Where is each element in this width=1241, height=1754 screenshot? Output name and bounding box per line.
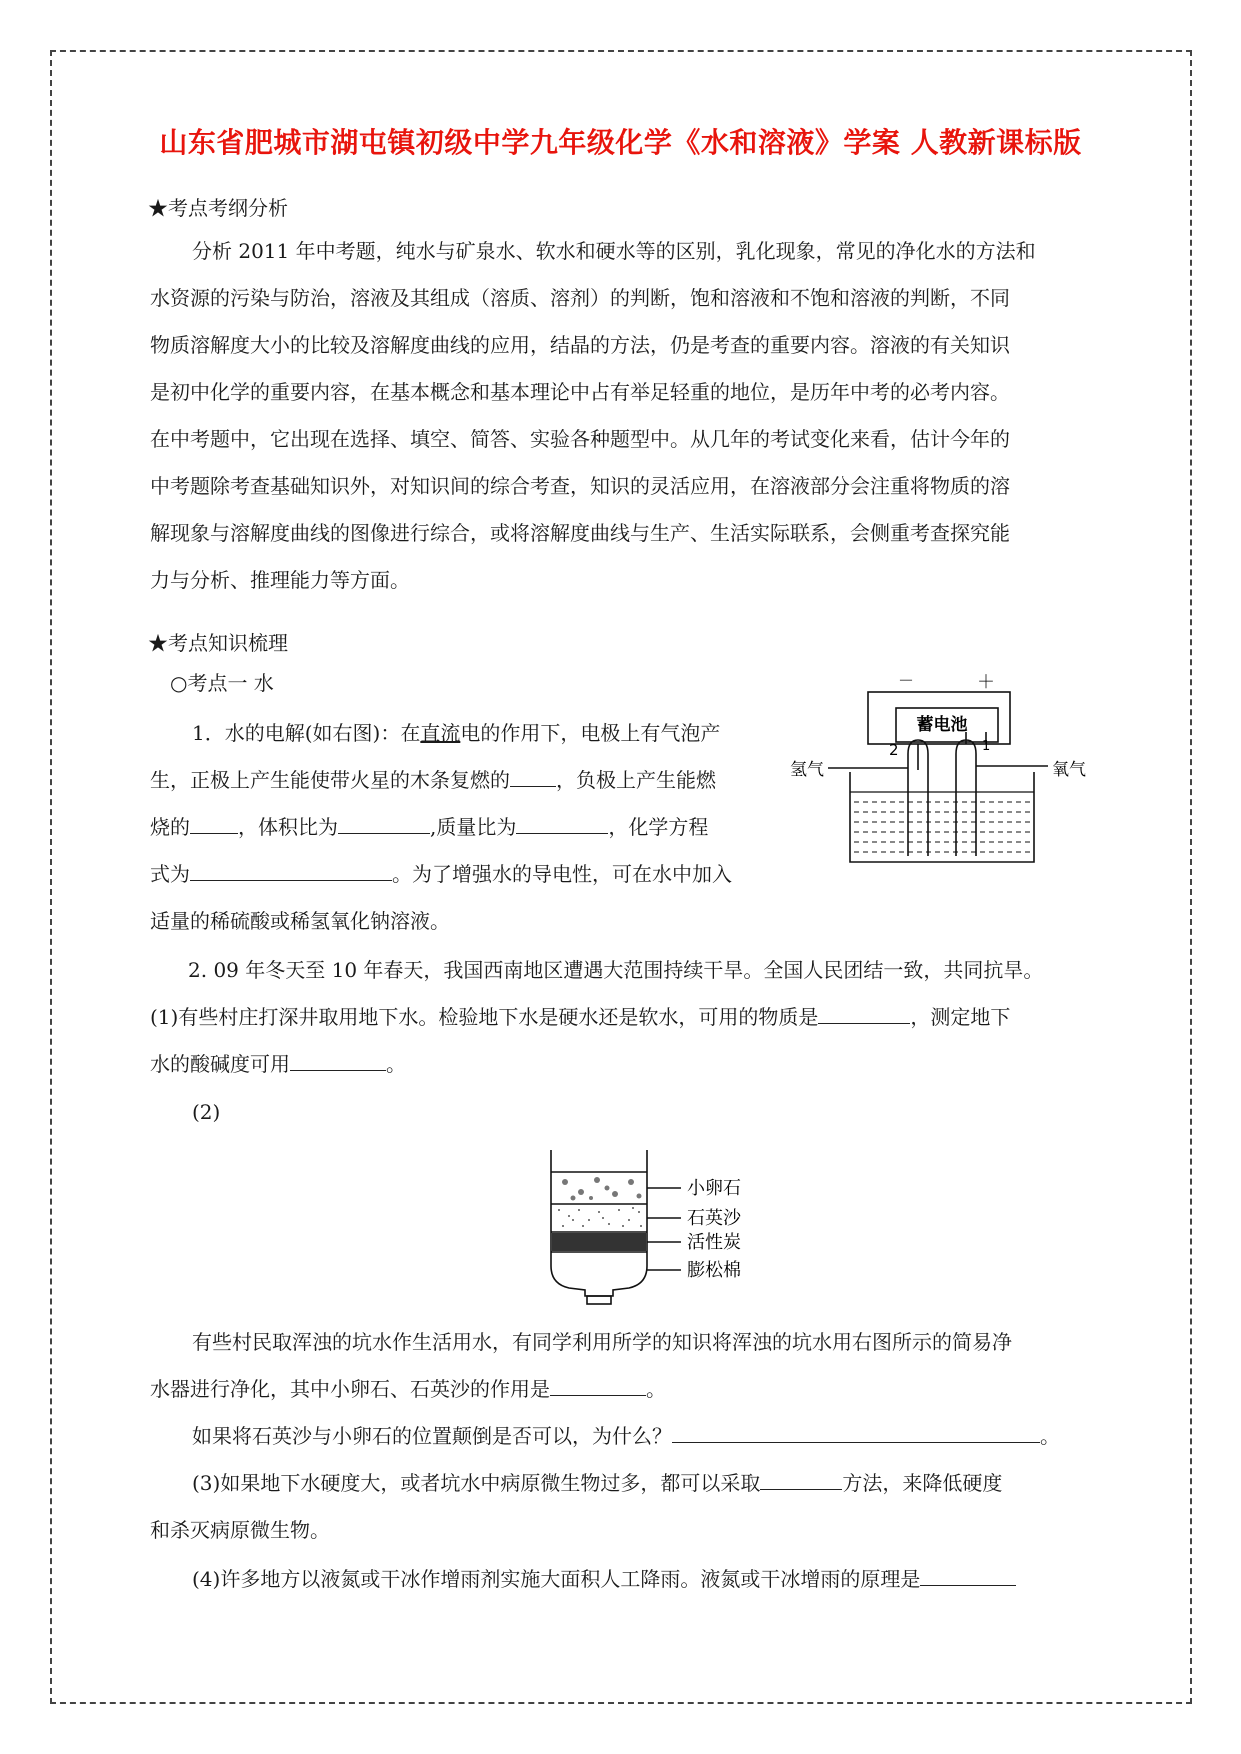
q2-part2-question: 水器进行净化，其中小卵石、石英沙的作用是 。 xyxy=(150,1377,666,1401)
filter-outlet xyxy=(587,1296,611,1304)
q2-part4: (4)许多地方以液氮或干冰作增雨剂实施大面积人工降雨。液氮或干冰增雨的原理是 xyxy=(192,1564,1016,1594)
answer-blank[interactable] xyxy=(510,766,556,787)
answer-blank[interactable] xyxy=(338,813,430,834)
answer-blank[interactable] xyxy=(516,813,608,834)
answer-blank[interactable] xyxy=(190,860,392,881)
carbon-layer xyxy=(552,1233,646,1251)
q1-line-4: 式为 。为了增强水的导电性，可在水中加入 xyxy=(150,862,732,886)
q1-line-3: 烧的 ，体积比为 ,质量比为 ，化学方程 xyxy=(150,815,709,839)
battery-label: 蓄电池 xyxy=(916,715,968,735)
answer-blank[interactable] xyxy=(550,1375,646,1396)
answer-blank[interactable] xyxy=(818,1003,910,1024)
document-title: 山东省肥城市湖屯镇初级中学九年级化学《水和溶液》学案 人教新课标版 xyxy=(159,126,1082,159)
pebble-label: 小卵石 xyxy=(687,1178,741,1199)
analysis-line: 中考题除考查基础知识外，对知识间的综合考查，知识的灵活应用，在溶液部分会注重将物质的溶 xyxy=(150,474,1010,498)
water-filter-diagram xyxy=(545,1150,745,1310)
section-heading-analysis: ★考点考纲分析 xyxy=(148,196,288,220)
sand-layer xyxy=(558,1207,642,1227)
q2-part2-text: 有些村民取浑浊的坑水作生活用水，有同学利用所学的知识将浑浊的坑水用右图所示的简易净 xyxy=(192,1330,1012,1354)
answer-blank[interactable] xyxy=(760,1469,842,1490)
pebble-layer xyxy=(562,1177,642,1201)
q2-part3-line1: (3)如果地下水硬度大，或者坑水中病原微生物过多，都可以采取 方法，来降低硬度 xyxy=(192,1471,1003,1495)
analysis-line: 力与分析、推理能力等方面。 xyxy=(150,568,410,592)
analysis-line: 物质溶解度大小的比较及溶解度曲线的应用，结晶的方法，仍是考查的重要内容。溶液的有关知识 xyxy=(150,333,1010,357)
point-one-heading: ○考点一 水 xyxy=(170,671,274,695)
q1-line-5: 适量的稀硫酸或稀氢氧化钠溶液。 xyxy=(150,909,450,933)
tube-1-label: 1 xyxy=(982,739,991,754)
minus-sign: － xyxy=(897,672,915,690)
answer-blank[interactable] xyxy=(920,1565,1016,1586)
analysis-line: 分析 2011 年中考题，纯水与矿泉水、软水和硬水等的区别，乳化现象，常见的净化水的方法和 xyxy=(192,239,1036,263)
q2-intro: 2. 09 年冬天至 10 年春天，我国西南地区遭遇大范围持续干旱。全国人民团结一致，共同抗旱。 xyxy=(188,958,1044,982)
answer-blank[interactable] xyxy=(190,813,238,834)
q1-line-1: 1．水的电解(如右图)：在直流电的作用下，电极上有气泡产 xyxy=(192,721,721,745)
q2-part2-followup: 如果将石英沙与小卵石的位置颠倒是否可以，为什么？ 。 xyxy=(192,1424,1060,1448)
plus-sign: ＋ xyxy=(977,672,995,693)
hydrogen-label: 氢气 xyxy=(790,760,824,780)
q2-part3-line2: 和杀灭病原微生物。 xyxy=(150,1518,330,1542)
beaker xyxy=(850,772,1034,862)
water-hatching xyxy=(854,802,1030,852)
cotton-label: 膨松棉 xyxy=(687,1260,741,1281)
q1-line-2: 生，正极上产生能使带火星的木条复燃的 ，负极上产生能燃 xyxy=(150,768,716,792)
answer-blank[interactable] xyxy=(290,1050,386,1071)
tube-1 xyxy=(956,740,976,856)
analysis-line: 是初中化学的重要内容，在基本概念和基本理论中占有举足轻重的地位，是历年中考的必考内容。 xyxy=(150,380,1010,404)
answer-blank[interactable] xyxy=(672,1422,1040,1443)
q2-part1-line2: 水的酸碱度可用 。 xyxy=(150,1052,406,1076)
analysis-line: 解现象与溶解度曲线的图像进行综合，或将溶解度曲线与生产、生活实际联系，会侧重考查探究能 xyxy=(150,521,1010,545)
section-heading-knowledge: ★考点知识梳理 xyxy=(148,631,288,655)
sand-label: 石英沙 xyxy=(687,1208,741,1229)
carbon-label: 活性炭 xyxy=(687,1232,741,1253)
tube-2-label: 2 xyxy=(889,741,899,759)
q2-part1-line1: (1)有些村庄打深井取用地下水。检验地下水是硬水还是软水，可用的物质是 ，测定地下 xyxy=(150,1005,1011,1029)
analysis-line: 水资源的污染与防治，溶液及其组成（溶质、溶剂）的判断，饱和溶液和不饱和溶液的判断，不同 xyxy=(150,286,1010,310)
electrolysis-diagram xyxy=(790,672,1090,872)
oxygen-label: 氧气 xyxy=(1052,760,1086,780)
q2-part2-label: (2) xyxy=(192,1100,221,1124)
analysis-line: 在中考题中，它出现在选择、填空、简答、实验各种题型中。从几年的考试变化来看，估计今年的 xyxy=(150,427,1010,451)
